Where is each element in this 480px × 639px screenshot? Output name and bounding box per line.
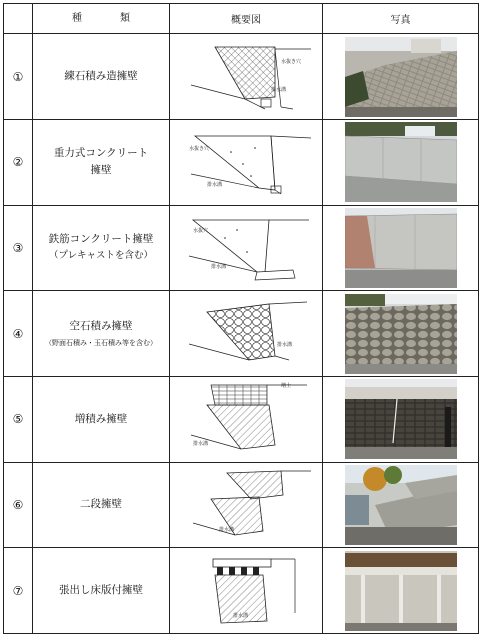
masonry-wall-photo: [345, 37, 457, 117]
header-blank: [4, 4, 33, 34]
gravity-wall-diagram: [171, 122, 321, 202]
table-row: [4, 34, 479, 120]
diagram-label: 排水溝: [193, 441, 209, 448]
wall-type-name: 二段擁壁: [80, 498, 122, 511]
masonry-wall-diagram: [171, 37, 321, 117]
wall-type: [33, 34, 170, 120]
header-type: [33, 4, 170, 34]
wall-type-name: 重力式コンクリート: [53, 147, 149, 160]
diagram-label: 排水溝: [233, 612, 249, 619]
diagram-label: 排水溝: [207, 182, 223, 189]
wall-type-name-line2: 擁壁: [90, 164, 112, 177]
wall-type-name: 練石積み造擁壁: [64, 70, 138, 83]
dry-stone-wall-photo: [345, 294, 457, 374]
wall-type-name: 空石積み擁壁: [69, 320, 133, 333]
wall-photo: [323, 34, 479, 120]
wall-photo: [323, 291, 479, 377]
wall-type-name: 増積み擁壁: [74, 412, 128, 425]
diagram-label: 増土: [281, 383, 292, 390]
table-row: [4, 376, 479, 462]
two-tier-wall-diagram: [171, 465, 321, 545]
wall-photo: [323, 119, 479, 205]
wall-type: [33, 376, 170, 462]
wall-diagram: [170, 291, 323, 377]
wall-type: [33, 291, 170, 377]
table-row: [4, 462, 479, 548]
diagram-label: 水抜き穴: [189, 146, 210, 153]
row-number: ⑦: [4, 548, 33, 634]
wall-type: [33, 205, 170, 291]
row-number: ④: [4, 291, 33, 377]
wall-type: [33, 462, 170, 548]
wall-type: [33, 119, 170, 205]
cantilever-slab-wall-diagram: [171, 551, 321, 631]
table-row: [4, 548, 479, 634]
wall-diagram: [170, 462, 323, 548]
dry-stone-wall-diagram: [171, 294, 321, 374]
row-number: ③: [4, 205, 33, 291]
wall-diagram: [170, 34, 323, 120]
row-number: ②: [4, 119, 33, 205]
wall-photo: [323, 462, 479, 548]
wall-diagram: [170, 205, 323, 291]
wall-photo: [323, 548, 479, 634]
header-photo: 写真: [323, 4, 479, 34]
diagram-label: 排水溝: [211, 263, 227, 270]
retaining-wall-table: [3, 3, 479, 634]
table-header: [4, 4, 479, 34]
cantilever-slab-wall-photo: [345, 551, 457, 631]
header-diagram: 概要図: [170, 4, 323, 34]
gravity-wall-photo: [345, 122, 457, 202]
diagram-label: 水抜穴: [193, 227, 209, 234]
wall-type-note: （野面石積み・玉石積み等を含む）: [45, 339, 157, 348]
wall-photo: [323, 205, 479, 291]
table-row: [4, 119, 479, 205]
wall-diagram: [170, 548, 323, 634]
diagram-label: 排水溝: [271, 86, 287, 93]
diagram-label: 水抜き穴: [281, 58, 302, 65]
added-height-wall-diagram: [171, 379, 321, 459]
two-tier-wall-photo: [345, 465, 457, 545]
row-number: ①: [4, 34, 33, 120]
row-number: ⑥: [4, 462, 33, 548]
wall-type-name: 張出し床版付擁壁: [59, 584, 143, 597]
rc-wall-photo: [345, 208, 457, 288]
wall-type: [33, 548, 170, 634]
rc-wall-diagram: [171, 208, 321, 288]
table-row: [4, 291, 479, 377]
wall-type-name: 鉄筋コンクリート擁壁: [48, 233, 154, 246]
wall-diagram: [170, 119, 323, 205]
row-number: ⑤: [4, 376, 33, 462]
diagram-label: 排水溝: [277, 341, 293, 348]
diagram-label: 排水溝: [219, 526, 235, 533]
wall-diagram: [170, 376, 323, 462]
wall-type-note: （プレキャストを含む）: [48, 250, 154, 262]
wall-photo: [323, 376, 479, 462]
table-row: [4, 205, 479, 291]
header-type-label: 種 類: [72, 13, 144, 25]
added-height-wall-photo: [345, 379, 457, 459]
